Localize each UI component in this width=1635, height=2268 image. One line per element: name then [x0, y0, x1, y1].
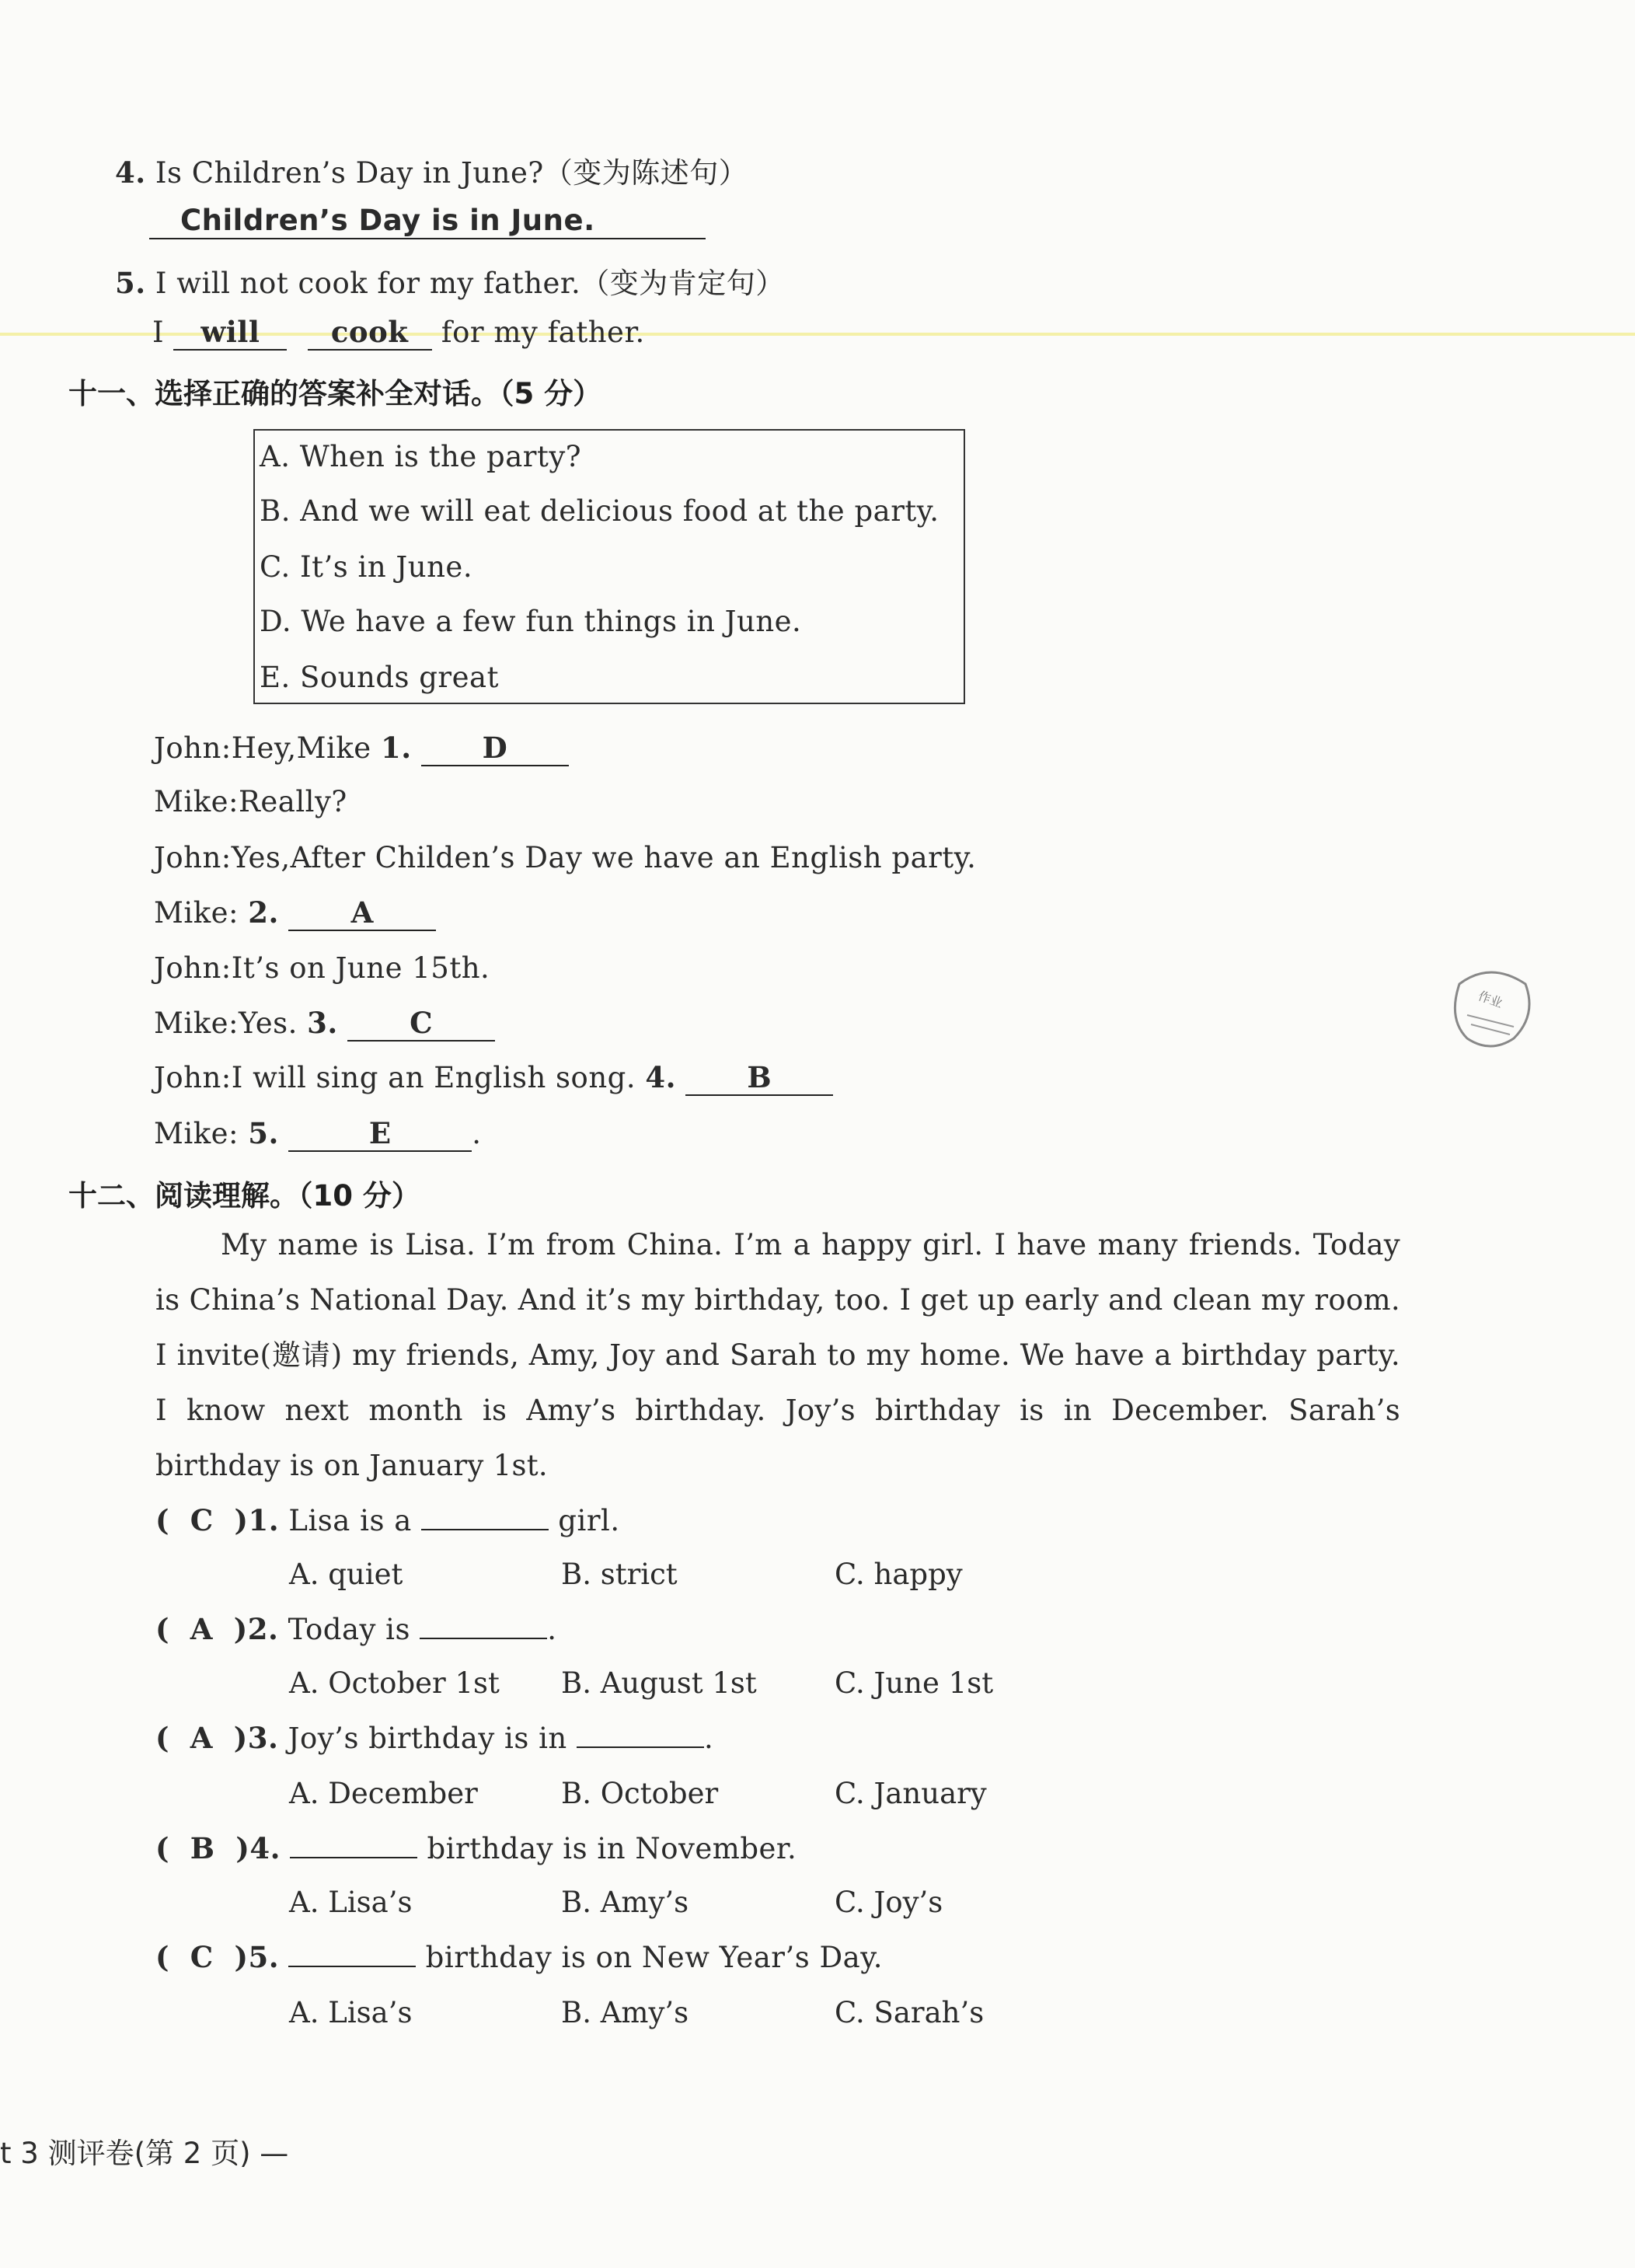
section-11-title: 十一、选择正确的答案补全对话。（5 分）: [68, 377, 602, 410]
q4-choice-c: C. Joy’s: [835, 1886, 943, 1919]
answer-5-blank-2: cook: [308, 316, 432, 351]
dialog-line-1: John:Hey,Mike 1. D: [154, 731, 569, 766]
dialog-answer-5: E: [288, 1117, 472, 1152]
question-5: 5. I will not cook for my father.（变为肯定句）: [115, 266, 785, 300]
dialog-answer-3: C: [347, 1007, 495, 1042]
answer-4-line: [149, 204, 706, 239]
reading-passage: My name is Lisa. I’m from China. I’m a happy girl. I have many friends. Today is China’s National Day. And it’s my birthday, too. I get up early and clean my room. I invite(邀请) my friends, Amy, Joy and Sarah to my home. We have a birthday party. I know next month is Amy’s birthday. Joy’s birthday is in December. Sarah’s birthday is on January 1st.: [155, 1228, 1400, 1482]
dialog-line-8: Mike: 5. E .: [154, 1116, 482, 1150]
dialog-line-3: John:Yes,After Childen’s Day we have an English party.: [154, 841, 977, 874]
q2-choice-a: A. October 1st: [289, 1666, 500, 1700]
answer-5-blank-1: will: [173, 316, 287, 351]
reading-question-3: ( A )3. Joy’s birthday is in .: [155, 1721, 714, 1755]
q5-choice-b: B. Amy’s: [561, 1996, 689, 2029]
dialog-line-7: John:I will sing an English song. 4. B: [154, 1060, 833, 1096]
q2-choice-b: B. August 1st: [561, 1666, 757, 1700]
dialog-line-4: Mike: 2. A: [154, 895, 436, 931]
answer-4: Children’s Day is in June.: [149, 204, 706, 239]
q3-choice-c: C. January: [835, 1777, 987, 1810]
reading-question-4: ( B )4. birthday is in November.: [155, 1831, 797, 1865]
stamp-text: 作业: [1476, 988, 1505, 1011]
answer-5-line: I will cook for my father.: [152, 315, 645, 349]
option-d: D. We have a few fun things in June.: [260, 605, 802, 638]
q5-choice-a: A. Lisa’s: [289, 1996, 413, 2029]
section-12-title: 十二、阅读理解。（10 分）: [68, 1179, 420, 1213]
option-b: B. And we will eat delicious food at the party.: [260, 494, 940, 528]
q3-choice-a: A. December: [289, 1777, 478, 1810]
dialog-answer-4: B: [685, 1061, 833, 1096]
q2-choice-c: C. June 1st: [835, 1666, 994, 1700]
question-4: 4. Is Children’s Day in June?（变为陈述句）: [115, 155, 748, 190]
q4-choice-b: B. Amy’s: [561, 1886, 689, 1919]
reading-question-5: ( C )5. birthday is on New Year’s Day.: [155, 1940, 883, 1974]
dialog-line-5: John:It’s on June 15th.: [154, 951, 490, 985]
q4-choice-a: A. Lisa’s: [289, 1886, 413, 1919]
q1-choice-a: A. quiet: [289, 1558, 403, 1591]
stamp-logo: [1444, 961, 1537, 1054]
dialog-line-2: Mike:Really?: [154, 785, 347, 818]
q1-choice-b: B. strict: [561, 1558, 678, 1591]
q3-choice-b: B. October: [561, 1777, 719, 1810]
reading-question-2: ( A )2. Today is .: [155, 1612, 557, 1646]
option-c: C. It’s in June.: [260, 550, 473, 584]
reading-question-1: ( C )1. Lisa is a girl.: [155, 1503, 620, 1537]
dialog-answer-2: A: [288, 896, 436, 931]
page-footer: t 3 测评卷(第 2 页) —: [0, 2137, 289, 2170]
q5-choice-c: C. Sarah’s: [835, 1996, 985, 2029]
option-e: E. Sounds great: [260, 661, 499, 694]
dialog-line-6: Mike:Yes. 3. C: [154, 1006, 495, 1042]
q1-choice-c: C. happy: [835, 1558, 963, 1591]
dialog-answer-1: D: [421, 731, 569, 766]
option-a: A. When is the party?: [260, 440, 582, 473]
